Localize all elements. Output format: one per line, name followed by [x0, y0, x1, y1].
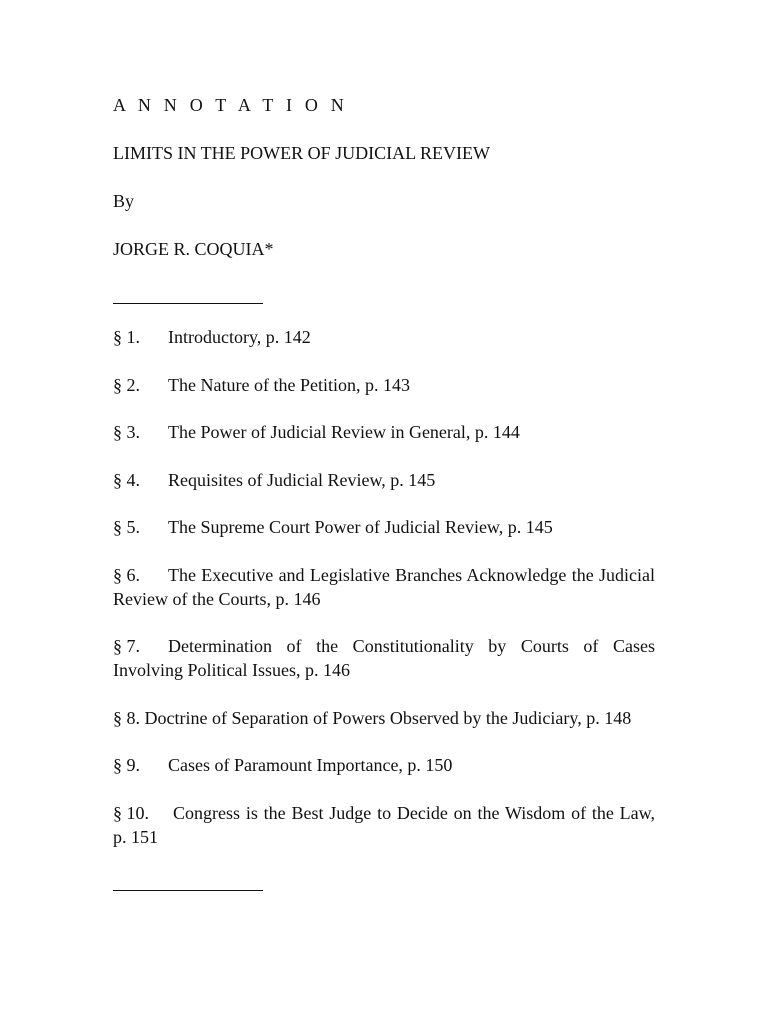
toc-number: § 8.	[113, 707, 140, 728]
toc-text: The Nature of the Petition, p. 143	[168, 374, 410, 395]
toc-number: § 5.	[113, 517, 140, 537]
toc-item-7	[113, 634, 655, 682]
toc-item-2	[113, 373, 655, 397]
toc-number: § 10.	[113, 802, 149, 823]
toc-item-9	[113, 753, 655, 777]
author-name: JORGE R. COQUIA*	[113, 239, 274, 259]
toc-number: § 1.	[113, 327, 140, 347]
toc-number: § 6.	[113, 564, 140, 585]
toc-text: The Executive and Legislative Branches Acknowledge the Judicial Review of the Courts, p. 146	[113, 564, 655, 609]
toc-item-3	[113, 420, 655, 444]
toc-text: Requisites of Judicial Review, p. 145	[168, 469, 436, 490]
annotation-label: A N N O T A T I O N	[113, 95, 348, 115]
toc-text: Determination of the Constitutionality by Courts of Cases Involving Political Issues, p. 146	[113, 636, 655, 680]
toc-item-10	[113, 801, 655, 849]
top-separator	[113, 285, 655, 309]
by-label: By	[113, 191, 135, 211]
toc-number: § 7.	[113, 636, 140, 656]
toc-number: § 2.	[113, 374, 140, 395]
toc-item-1	[113, 325, 655, 349]
bottom-separator	[113, 872, 655, 896]
toc-item-4	[113, 468, 655, 492]
table-of-contents	[113, 325, 655, 849]
toc-number: § 3.	[113, 422, 140, 442]
toc-text: Doctrine of Separation of Powers Observed by the Judiciary, p. 148	[144, 707, 632, 728]
toc-text: Introductory, p. 142	[168, 327, 311, 347]
toc-item-5	[113, 515, 655, 539]
document-page	[113, 93, 655, 896]
toc-text: The Supreme Court Power of Judicial Review, p. 145	[168, 517, 553, 537]
toc-item-6	[113, 563, 655, 611]
toc-text: Cases of Paramount Importance, p. 150	[168, 755, 453, 775]
toc-number: § 9.	[113, 755, 140, 775]
toc-text: Congress is the Best Judge to Decide on the Wisdom of the Law, p. 151	[113, 802, 655, 847]
toc-number: § 4.	[113, 469, 140, 490]
toc-item-8	[113, 706, 655, 730]
toc-text: The Power of Judicial Review in General, p. 144	[168, 422, 520, 442]
document-title: LIMITS IN THE POWER OF JUDICIAL REVIEW	[113, 143, 490, 163]
